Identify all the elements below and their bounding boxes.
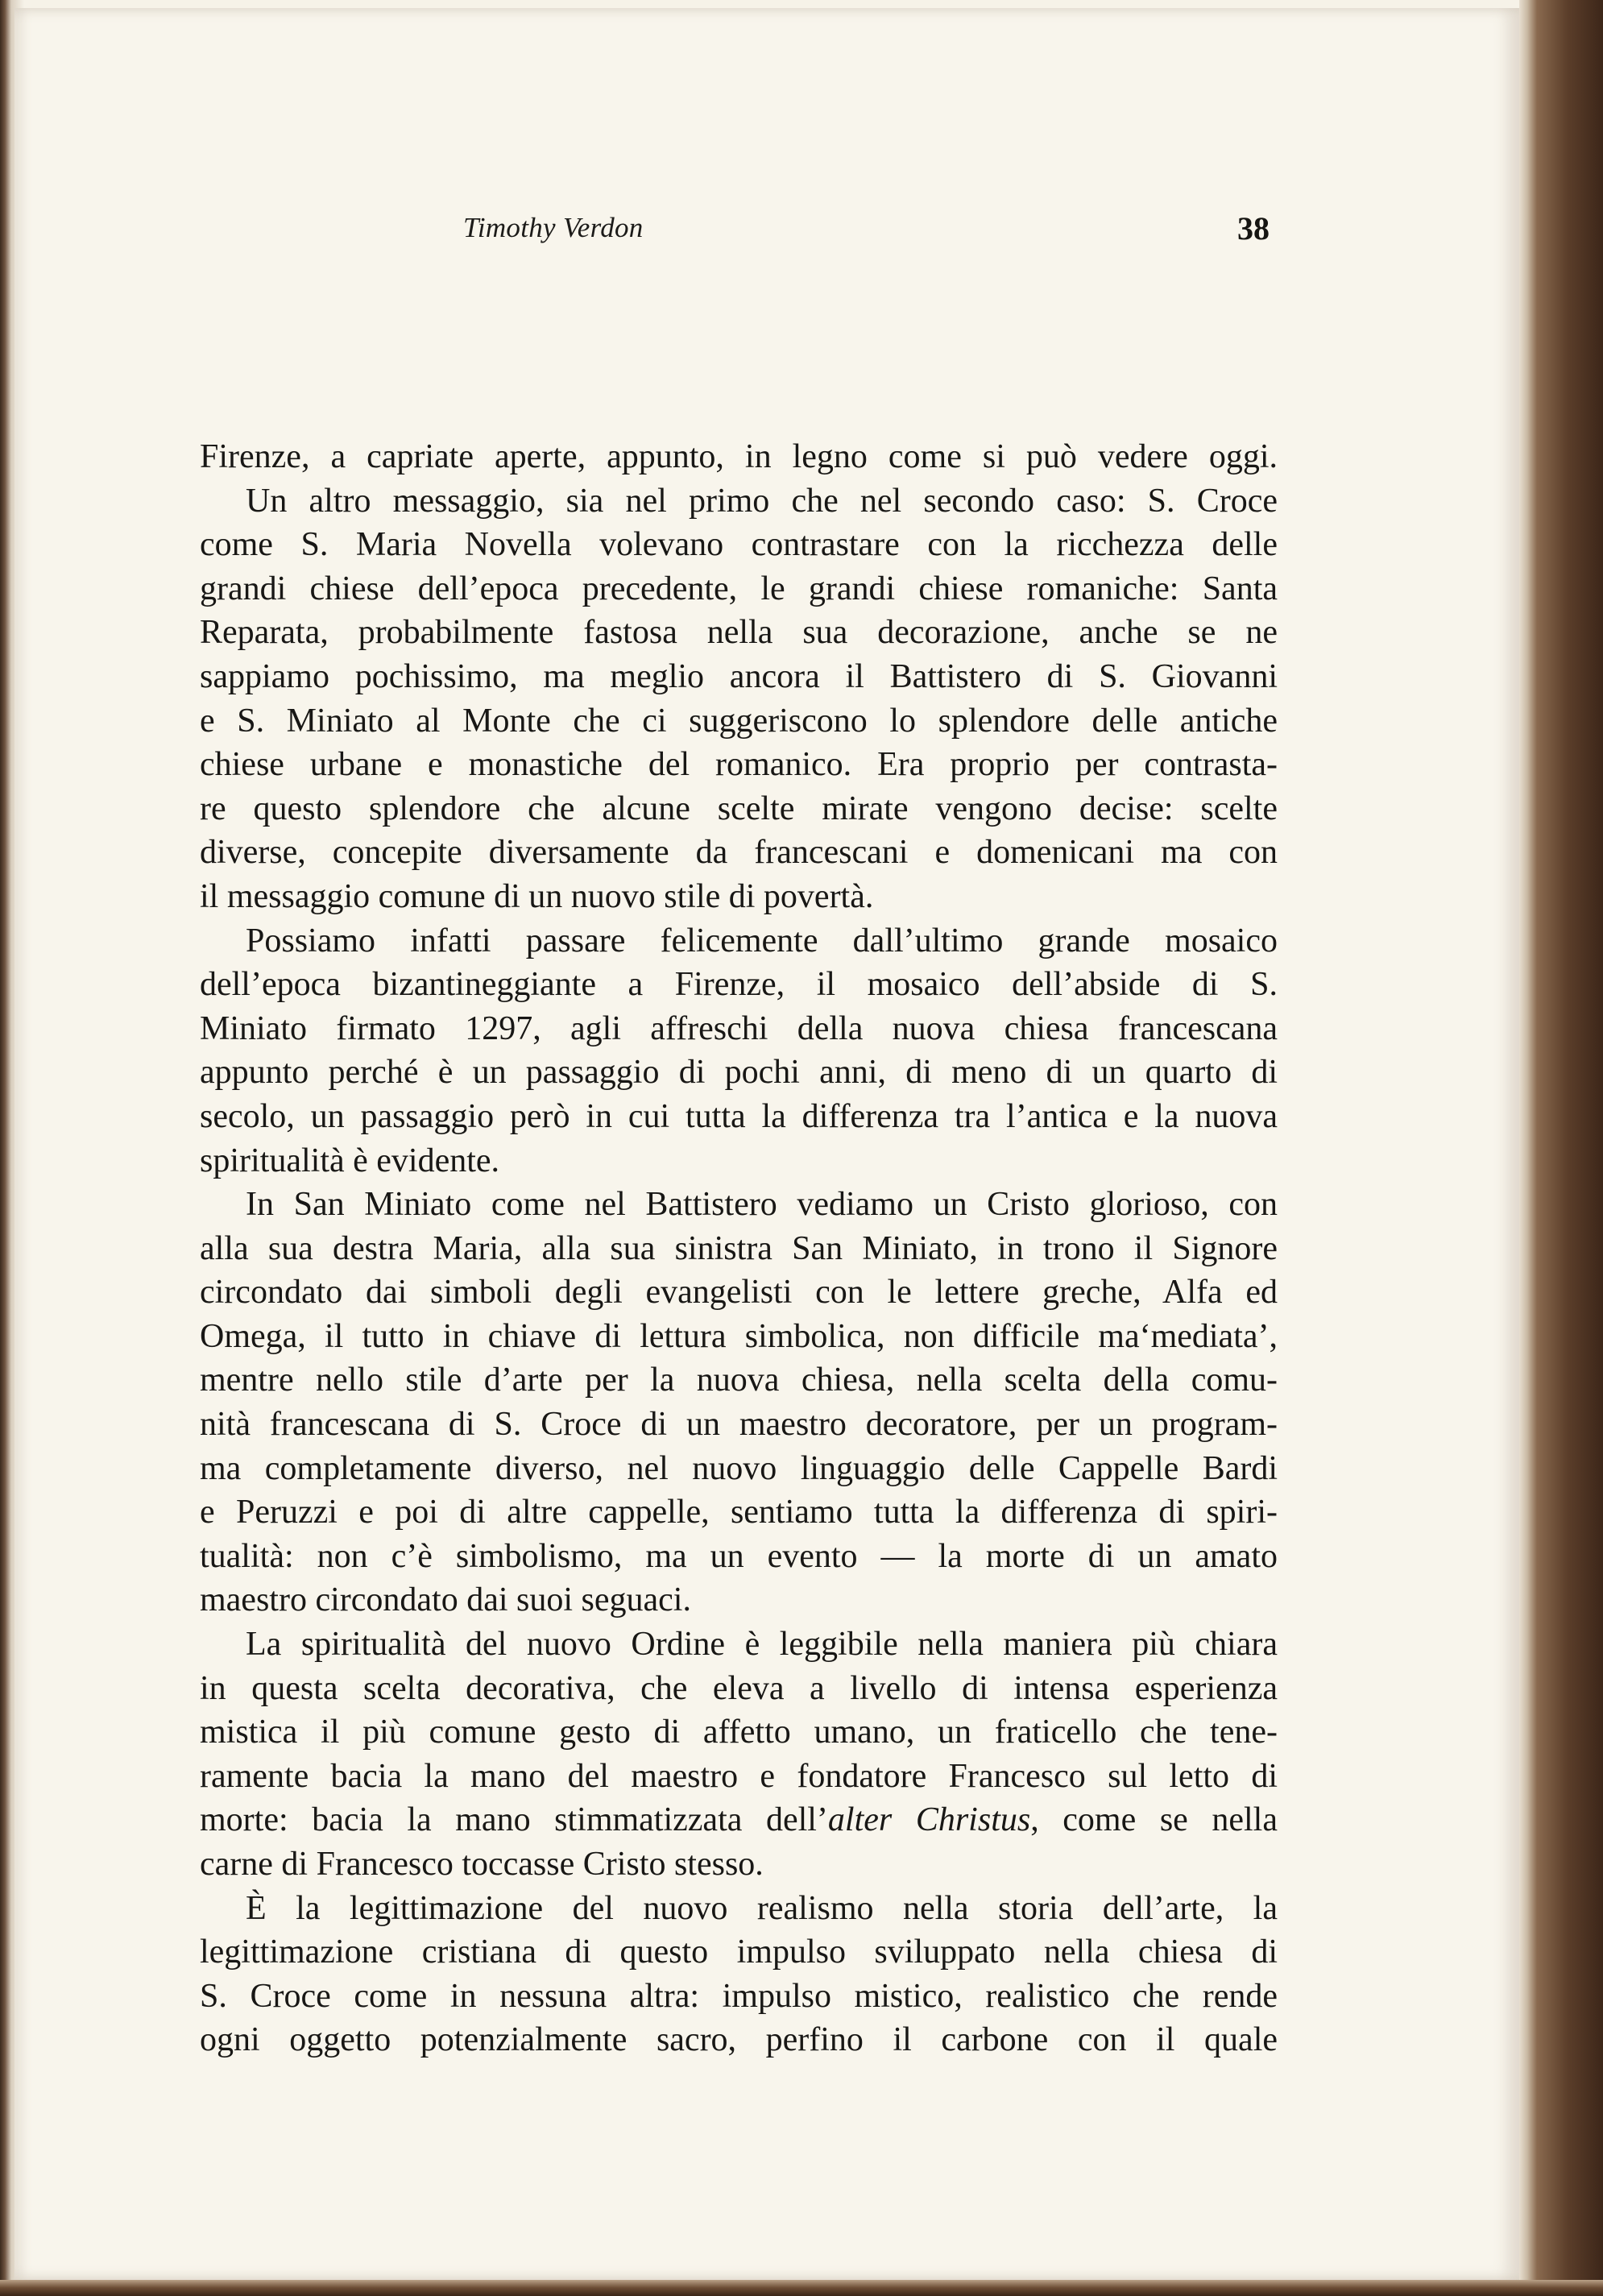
text-line: ramente bacia la mano del maestro e fondatore Francesco sul letto di: [200, 1757, 1278, 1795]
text-line: il messaggio comune di un nuovo stile di povertà.: [200, 877, 874, 915]
book-spine-edge: [1519, 0, 1603, 2296]
text-line: carne di Francesco toccasse Cristo stesso.: [200, 1846, 764, 1883]
paragraph: [200, 479, 1278, 919]
text-line: legittimazione cristiana di questo impulso sviluppato nella chiesa di: [200, 1933, 1278, 1971]
text-line-with-italic: [200, 1798, 1278, 1842]
book-bottom-edge: [0, 2280, 1603, 2296]
text-line: S. Croce come in nessuna altra: impulso mistico, realistico che rende: [200, 1977, 1278, 2015]
text-line: ogni oggetto potenzialmente sacro, perfino il carbone con il quale: [200, 2021, 1278, 2059]
text-line: È la legittimazione del nuovo realismo nella storia dell’arte, la: [246, 1889, 1278, 1927]
text-line: Omega, il tutto in chiave di lettura simbolica, non difficile ma‘mediata’,: [200, 1317, 1278, 1355]
text-line: mentre nello stile d’arte per la nuova chiesa, nella scelta della comu-: [200, 1361, 1278, 1399]
text-line: chiese urbane e monastiche del romanico. Era proprio per contrasta-: [200, 746, 1278, 784]
text-line: e S. Miniato al Monte che ci suggeriscono lo splendore delle antiche: [200, 702, 1278, 740]
text-line: nità francescana di S. Croce di un maestro decoratore, per un program-: [200, 1406, 1278, 1444]
text-line: dell’epoca bizantineggiante a Firenze, il mosaico dell’abside di S.: [200, 966, 1278, 1004]
text-line: grandi chiese dell’epoca precedente, le grandi chiese romaniche: Santa: [200, 570, 1278, 607]
text-line: tualità: non c’è simbolismo, ma un evento — la morte di un amato: [200, 1537, 1278, 1575]
text-line: e Peruzzi e poi di altre cappelle, sentiamo tutta la differenza di spiri-: [200, 1494, 1278, 1531]
text-line: mistica il più comune gesto di affetto umano, un fraticello che tene-: [200, 1714, 1278, 1751]
text-line: come S. Maria Novella volevano contrastare con la ricchezza delle: [200, 526, 1278, 564]
text-line: Possiamo infatti passare felicemente dall’ultimo grande mosaico: [246, 922, 1278, 959]
text-run: morte: bacia la mano stimmatizzata dell’: [200, 1801, 828, 1839]
running-header-author: Timothy Verdon: [463, 212, 644, 243]
text-line: diverse, concepite diversamente da francescani e domenicani ma con: [200, 834, 1278, 872]
paragraph: [200, 919, 1278, 1183]
text-line: appunto perché è un passaggio di pochi anni, di meno di un quarto di: [200, 1054, 1278, 1092]
italic-term: alter Christus: [827, 1801, 1031, 1839]
text-run: , come se nella: [1030, 1801, 1278, 1839]
text-line: secolo, un passaggio però in cui tutta la differenza tra l’antica e la nuova: [200, 1097, 1278, 1135]
text-line: Reparata, probabilmente fastosa nella sua decorazione, anche se ne: [200, 614, 1278, 652]
text-line: re questo splendore che alcune scelte mirate vengono decise: scelte: [200, 790, 1278, 827]
text-line: La spiritualità del nuovo Ordine è leggibile nella maniera più chiara: [246, 1626, 1278, 1664]
text-line: in questa scelta decorativa, che eleva a livello di intensa esperienza: [200, 1669, 1278, 1707]
paragraph-continuation: [200, 435, 1278, 479]
body-text: [200, 435, 1278, 2062]
paragraph: [200, 1623, 1278, 1887]
page-number: 38: [1237, 210, 1270, 247]
text-line: sappiamo pochissimo, ma meglio ancora il Battistero di S. Giovanni: [200, 657, 1278, 695]
text-line: Firenze, a capriate aperte, appunto, in legno come si può vedere oggi.: [200, 438, 1278, 475]
text-line: spiritualità è evidente.: [200, 1142, 500, 1179]
text-line: Miniato firmato 1297, agli affreschi della nuova chiesa francescana: [200, 1009, 1278, 1047]
text-line: ma completamente diverso, nel nuovo linguaggio delle Cappelle Bardi: [200, 1449, 1278, 1487]
text-line: circondato dai simboli degli evangelisti con le lettere greche, Alfa ed: [200, 1274, 1278, 1312]
paragraph: [200, 1183, 1278, 1623]
text-line: alla sua destra Maria, alla sua sinistra San Miniato, in trono il Signore: [200, 1229, 1278, 1267]
text-line: maestro circondato dai suoi seguaci.: [200, 1581, 691, 1619]
text-line: In San Miniato come nel Battistero vediamo un Cristo glorioso, con: [246, 1186, 1278, 1224]
text-line: Un altro messaggio, sia nel primo che nel secondo caso: S. Croce: [246, 482, 1278, 520]
paragraph: [200, 1887, 1278, 2062]
